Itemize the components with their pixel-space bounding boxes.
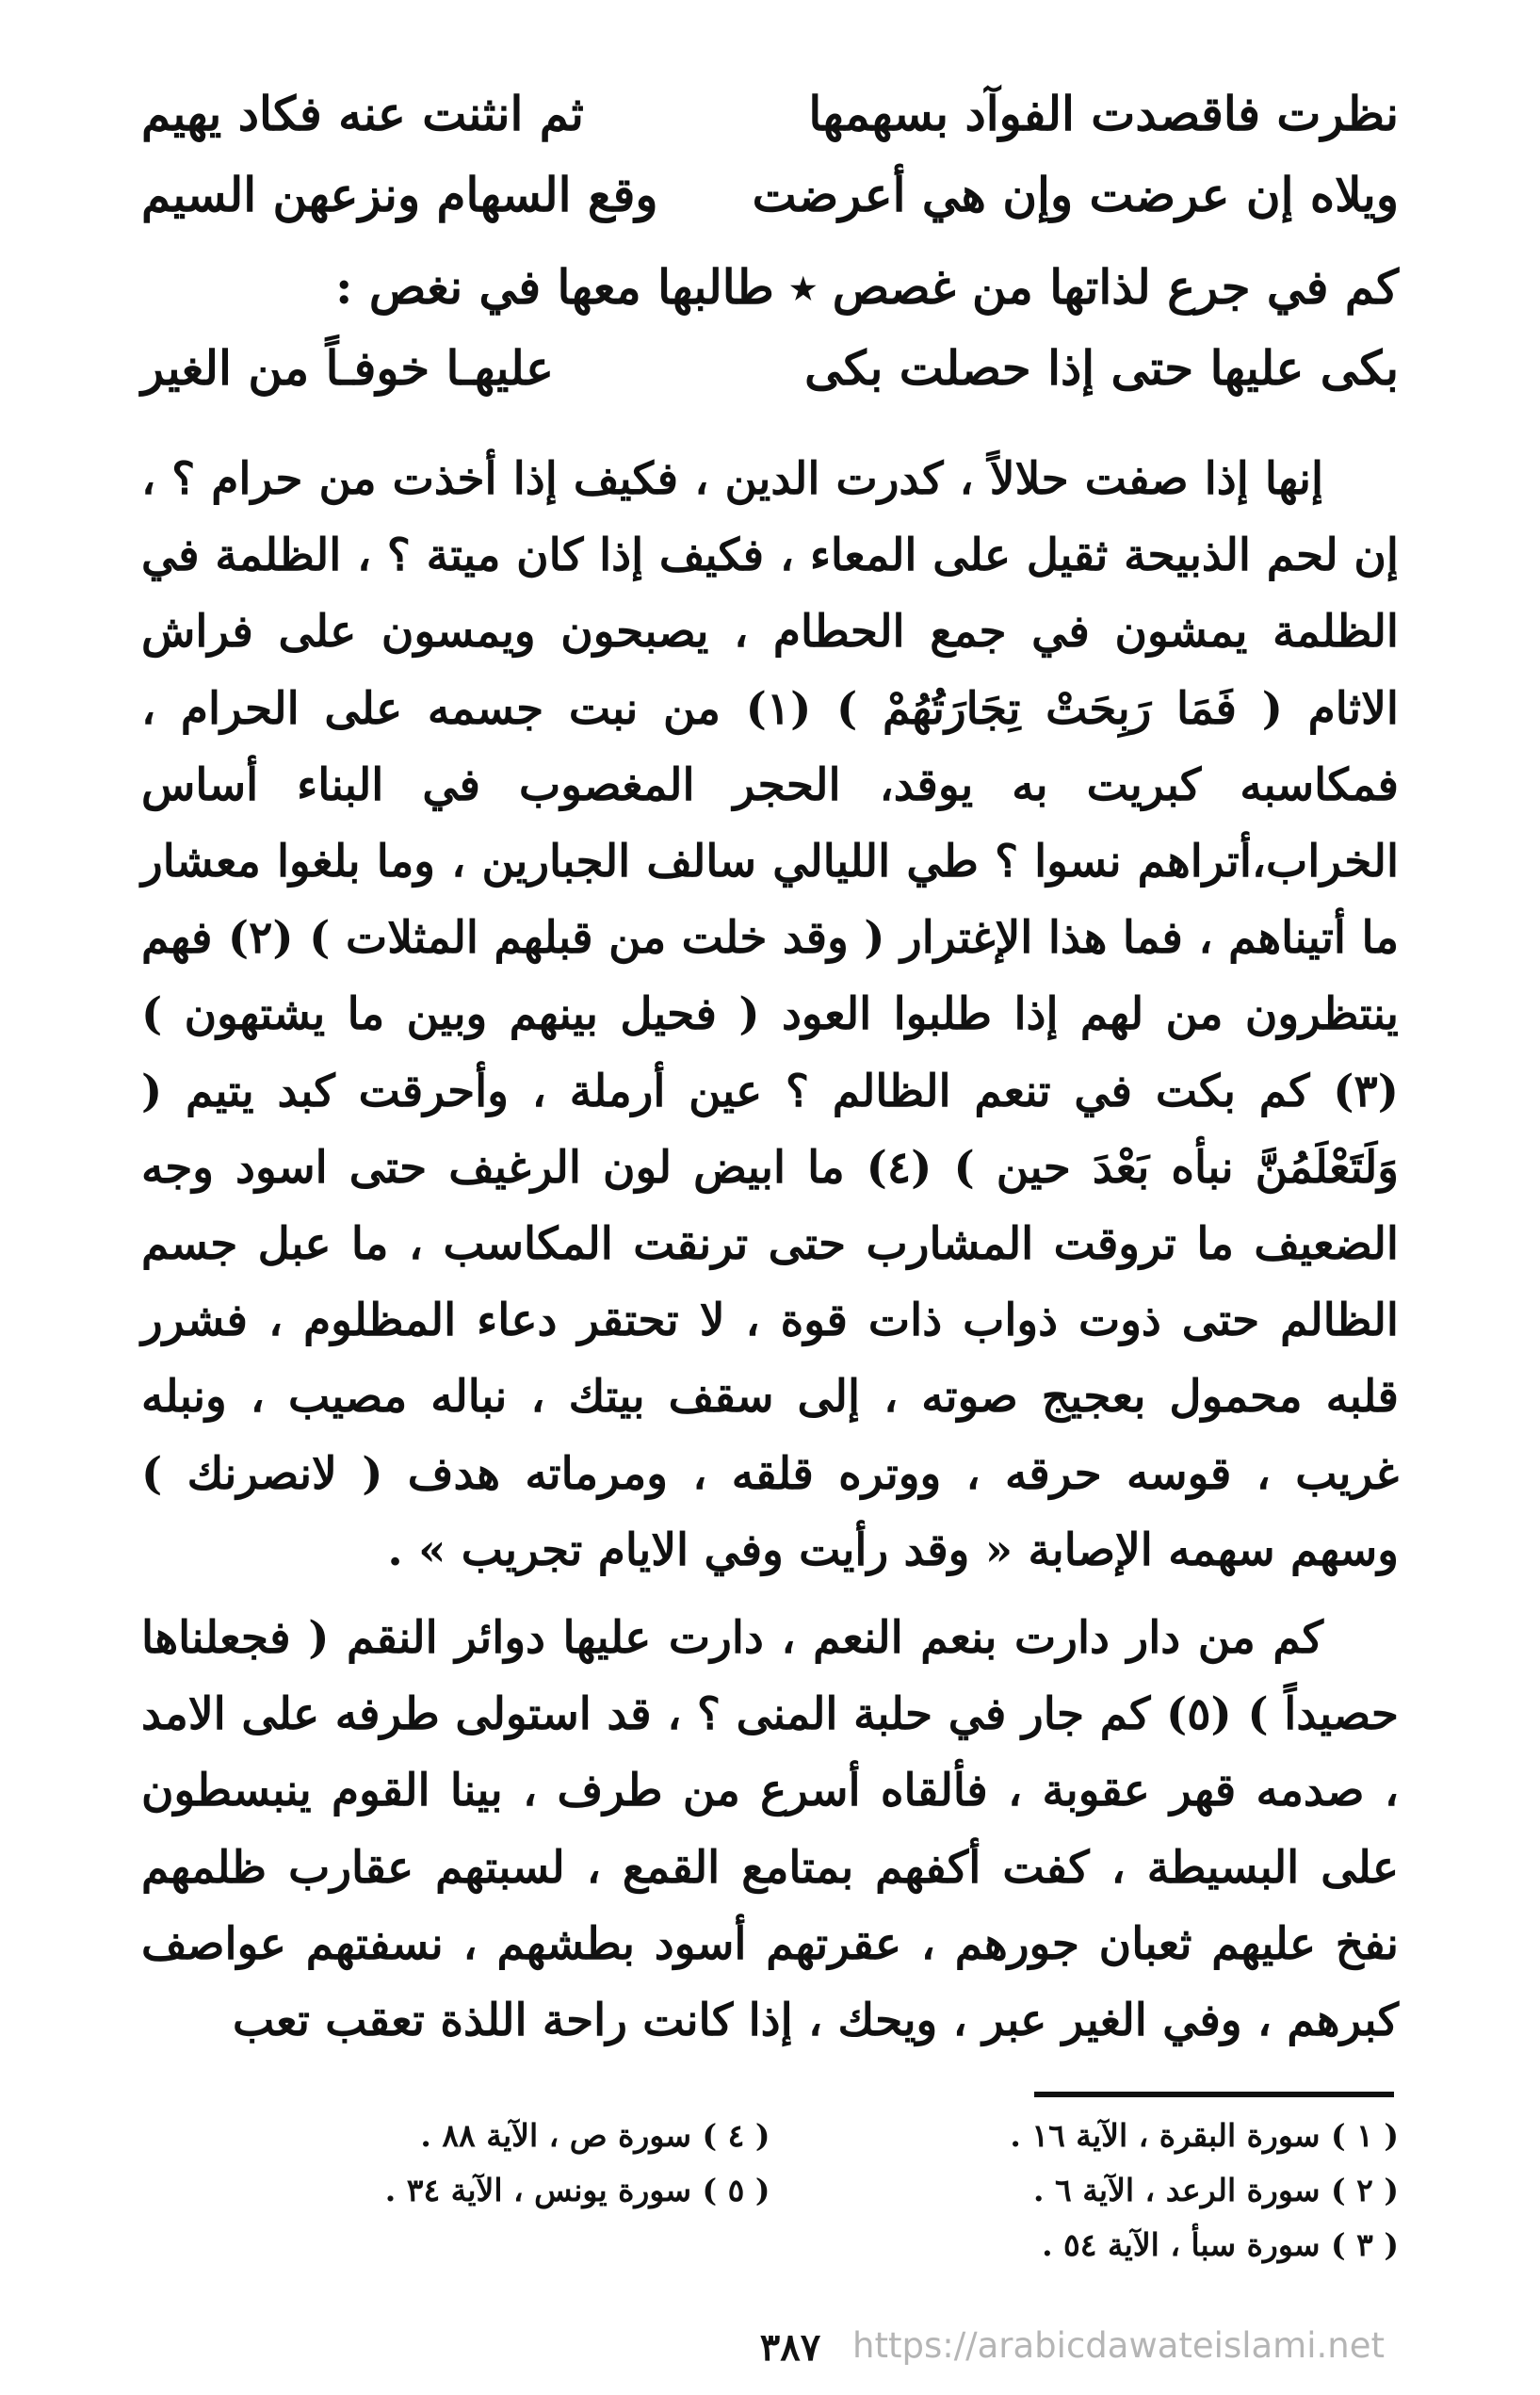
footnote: ( ٢ ) سورة الرعد ، الآية ٦ . <box>1033 2172 1399 2208</box>
verse-second-hemistich: وقع السهام ونزعهن السيم <box>141 167 658 222</box>
verse-first-hemistich: نظرت فاقصدت الفوآد بسهمها <box>808 86 1399 141</box>
verse-line <box>141 328 1399 409</box>
verse-second-hemistich: ثم انثنت عنه فكاد يهيم <box>141 86 584 141</box>
verse-second-hemistich: عليهـا خوفـاً من الغير <box>141 340 554 396</box>
footnote: ( ٥ ) سورة يونس ، الآية ٣٤ . <box>384 2172 770 2208</box>
footnote: ( ٤ ) سورة ص ، الآية ٨٨ . <box>420 2117 770 2154</box>
watermark-url: https://arabicdawateislami.net <box>852 2325 1385 2366</box>
body-paragraph-2 <box>141 1600 1399 2059</box>
footnotes <box>141 2109 1399 2273</box>
verse-first-hemistich: كم في جرع لذاتها من غصص ٭ طالبها معها في نغص : <box>334 259 1399 315</box>
footnotes-left-column <box>141 2109 770 2273</box>
footnote: ( ١ ) سورة البقرة ، الآية ١٦ . <box>1010 2117 1399 2154</box>
footnote: ( ٣ ) سورة سبأ ، الآية ٥٤ . <box>1042 2226 1399 2263</box>
poem-verses-2 <box>141 247 1399 409</box>
verse-line <box>141 247 1399 328</box>
footnotes-right-column <box>770 2109 1400 2273</box>
verse-line <box>141 73 1399 155</box>
footnote-divider <box>1034 2092 1394 2097</box>
paragraph-text: إنها إذا صفت حلالاً ، كدرت الدين ، فكيف إذا أخذت من حرام ؟ ، إن لحم الذبيحة ثقيل على المعاء ، فكيف إذا كان ميتة ؟ ، الظلمة في الظلمة يمشون في جمع الحطام ، يصبحون ويمسون على فراش الاثام ( فَمَا رَبِحَتْ تِجَارَتُهُمْ ) (١) من نبت جسمه على الحرام ، فمكاسبه كبريت به يوقد، الحجر المغصوب في البناء أساس الخراب،أتراهم نسوا ؟ طي الليالي سالف الجبارين ، وما بلغوا معشار ما أتيناهم ، فما هذا الإغترار ( وقد خلت من قبلهم المثلات ) (٢) فهم ينتظرون من لهم إذا طلبوا العود ( فحيل بينهم وبين ما يشتهون ) (٣) كم بكت في تنعم الظالم ؟ عين أرملة ، وأحرقت كبد يتيم ( وَلَتَعْلَمُنَّ نبأه بَعْدَ حين ) (٤) ما ابيض لون الرغيف حتى اسود وجه الضعيف ما تروقت المشارب حتى ترنقت المكاسب ، ما عبل جسم الظالم حتى ذوت ذواب ذات قوة ، لا تحتقر دعاء المظلوم ، فشرر قلبه محمول بعجيج صوته ، إلى سقف بيتك ، نباله مصيب ، ونبله غريب ، قوسه حرقه ، ووتره قلقه ، ومرماته هدف ( لانصرنك ) وسهم سهمه الإصابة « وقد رأيت وفي الايام تجريب » . <box>141 453 1400 1576</box>
page-number: ٣٨٧ <box>759 2325 821 2370</box>
verse-first-hemistich: ويلاه إن عرضت وإن هي أعرضت <box>752 167 1399 222</box>
body-paragraph-1 <box>141 441 1399 1589</box>
verse-line <box>141 155 1399 236</box>
poem-verses-1 <box>141 73 1399 236</box>
paragraph-text: كم من دار دارت بنعم النعم ، دارت عليها دوائر النقم ( فجعلناها حصيداً ) (٥) كم جار في حلبة المنى ؟ ، قد استولى طرفه على الامد ، صدمه قهر عقوبة ، فألقاه أسرع من طرف ، بينا القوم ينبسطون على البسيطة ، كفت أكفهم بمتامع القمع ، لسبتهم عقارب ظلمهم نفخ عليهم ثعبان جورهم ، عقرتهم أسود بطشهم ، نسفتهم عواصف كبرهم ، وفي الغير عبر ، ويحك ، إذا كانت راحة اللذة تعقب تعب <box>141 1612 1399 2047</box>
verse-first-hemistich: بكى عليها حتى إذا حصلت بكى <box>804 340 1399 396</box>
